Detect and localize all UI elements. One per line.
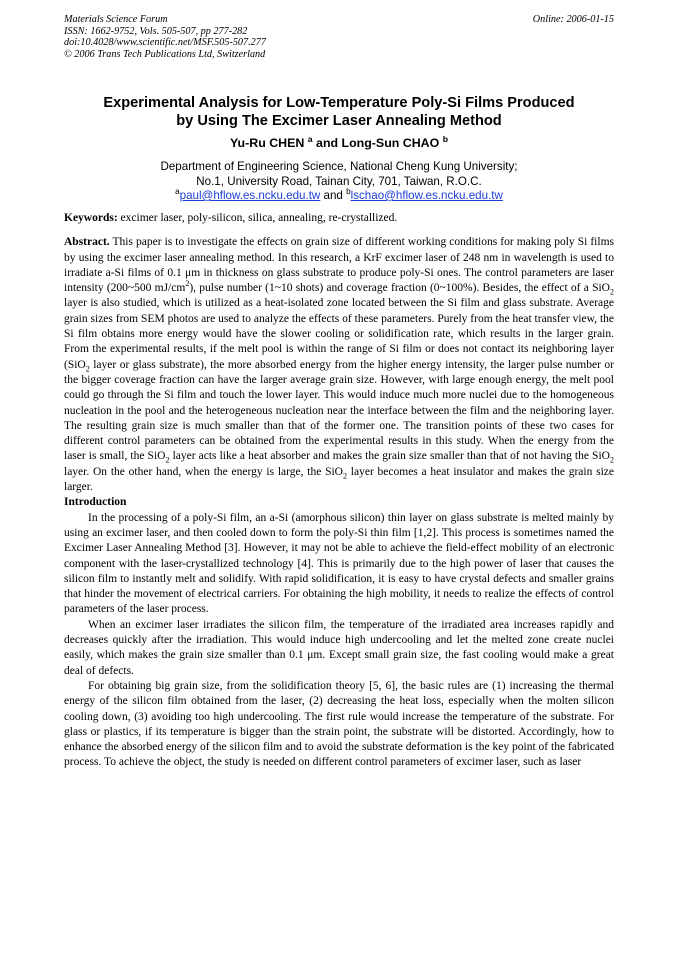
email-link-1[interactable]: paul@hflow.es.ncku.edu.tw [179, 189, 321, 202]
title-line-2: by Using The Excimer Laser Annealing Method [176, 113, 502, 129]
abstract-sub-d: 2 [609, 455, 614, 465]
abstract-text-3: layer is also studied, which is utilized as a heat-isolated zone located between the Si film and glass substrate. Average grain sizes from SEM photos are used to analyze the effects of these parameters. Purely from the heat transfer view, the Si film obtains more energy would have the slower cooling or solidification rate, which results in the larger grain. From the experimental results, if the melt pool is within the range of Si film or does not contact its neighboring layer (SiO [64, 297, 614, 371]
keywords-label: Keywords: [64, 212, 118, 224]
affiliation-dept: Department of Engineering Science, National Cheng Kung University; [160, 160, 518, 173]
abstract-text-5: layer acts like a heat absorber and makes the grain size smaller than that of not having the SiO [169, 450, 610, 463]
author-2-sup: b [442, 133, 449, 144]
abstract-sub-e: 2 [342, 471, 348, 481]
email-and: and [323, 189, 343, 202]
affiliation-emails [40, 189, 638, 204]
journal-header [64, 14, 614, 60]
abstract-text-6: layer. On the other hand, when the energy is large, the SiO [64, 465, 343, 478]
abstract-sup: 2 [185, 279, 190, 289]
keywords-text: excimer laser, poly-silicon, silica, annealing, re-crystallized. [120, 212, 398, 224]
author-and: and [316, 136, 339, 150]
affiliation [40, 160, 638, 204]
affiliation-address: No.1, University Road, Tainan City, 701, Taiwan, R.O.C. [196, 174, 482, 188]
introduction-heading: Introduction [64, 496, 127, 509]
paper-body [64, 211, 614, 771]
author-1: Yu-Ru CHEN [229, 136, 305, 150]
abstract-text-1: This paper is to investigate the effects on grain size of different working conditions for making poly Si films by using the excimer laser annealing method. In this research, a KrF excimer laser of 248 nm in wavelength is used to irradiate a-Si films of 0.1 μm in thickness on glass substrate to produce poly-Si ones. The control parameters are laser intensity (200~500 mJ/cm [64, 236, 614, 295]
abstract-text-7: layer becomes a heat insulator and makes the grain size larger. [64, 465, 614, 494]
abstract-text-4: layer or glass substrate), the more absorbed energy from the higher energy intensity, the larger pulse number or the bigger coverage fraction can have the larger average grain size. However, with large enough energy, the melt pool could go through the Si film and touch the lower layer. This would induce much more nuclei due to the homogeneous nucleation in the pool and the heterogeneous nucleation near the interface between the film and the neighboring layer. The resulting grain size is much smaller than that of the former one. The transition points of these two cases for different control parameters can be obtained from the experimental results in this study. When the energy from the laser is small, the SiO [64, 358, 614, 463]
intro-paragraph-3: For obtaining big grain size, from the solidification theory [5, 6], the basic rules are (1) increasing the thermal energy of the silicon film obtained from the laser, (2) decreasing the heat loss, especially when the molten silicon cooling down, (3) avoiding too high undercooling. The first rule would increase the temperature of the substrate. For glass or plastics, if its temperature is bigger than the strain point, the substrate will be distorted. Accordingly, how to enhance the absorbed energy of the silicon film and to avoid the substrate deformation is the key point of the fabricated process. To achieve the object, the study is needed on different control parameters of excimer laser, such as laser [64, 679, 614, 769]
author-1-sup: a [307, 133, 313, 144]
paper-title [40, 94, 638, 130]
email-link-2[interactable]: lschao@hflow.es.ncku.edu.tw [350, 189, 503, 202]
abstract-text-2: ), pulse number (1~10 shots) and coverage fraction (0~100%). Besides, the effect of a SiO [189, 282, 610, 295]
doi-line: doi:10.4028/www.scientific.net/MSF.505-507.277 [64, 37, 266, 49]
abstract-sub-b: 2 [85, 363, 90, 373]
abstract-sub-a: 2 [609, 287, 615, 297]
intro-paragraph-1: In the processing of a poly-Si film, an a-Si (amorphous silicon) thin layer on glass substrate is melted mainly by using an excimer laser, and then cooled down to form the poly-Si thin film [1,2]. This process is sometimes named the Excimer Laser Annealing Method [3]. However, it may not be able to achieve the field-effect mobility of an electronic component with the laser-crystallized technology [4]. This is primarily due to the high power of laser that causes the silicon film to instantly melt and solidify. With rapid solidification, it is easy to have crystal defects and smaller grains that hinder the movement of electrical carriers. For obtaining the high mobility, it needs to realize the effects of control parameters of the laser process. [64, 511, 614, 616]
abstract [64, 235, 614, 495]
issn-line: ISSN: 1662-9752, Vols. 505-507, pp 277-282 [64, 25, 248, 37]
email-1-sup: a [175, 187, 180, 197]
intro-paragraph-2: When an excimer laser irradiates the silicon film, the temperature of the irradiated area increases rapidly and decreases quickly after the irradiation. This would induce high undercooling and let the melted zone create nuclei easily, which makes the grain size smaller than 0.1 μm. Except small grain size, the fast cooling would make a great deal of defects. [64, 618, 614, 677]
keywords [64, 211, 614, 226]
online-date: Online: 2006-01-15 [532, 14, 614, 25]
abstract-sub-c: 2 [165, 455, 170, 465]
journal-name: Materials Science Forum [64, 14, 168, 25]
abstract-label: Abstract. [64, 236, 110, 249]
author-2: Long-Sun CHAO [341, 136, 440, 150]
copyright-line: © 2006 Trans Tech Publications Ltd, Switzerland [64, 48, 266, 60]
author-line [40, 133, 638, 150]
title-line-1: Experimental Analysis for Low-Temperature Poly-Si Films Produced [103, 95, 575, 111]
email-2-sup: b [346, 187, 351, 197]
